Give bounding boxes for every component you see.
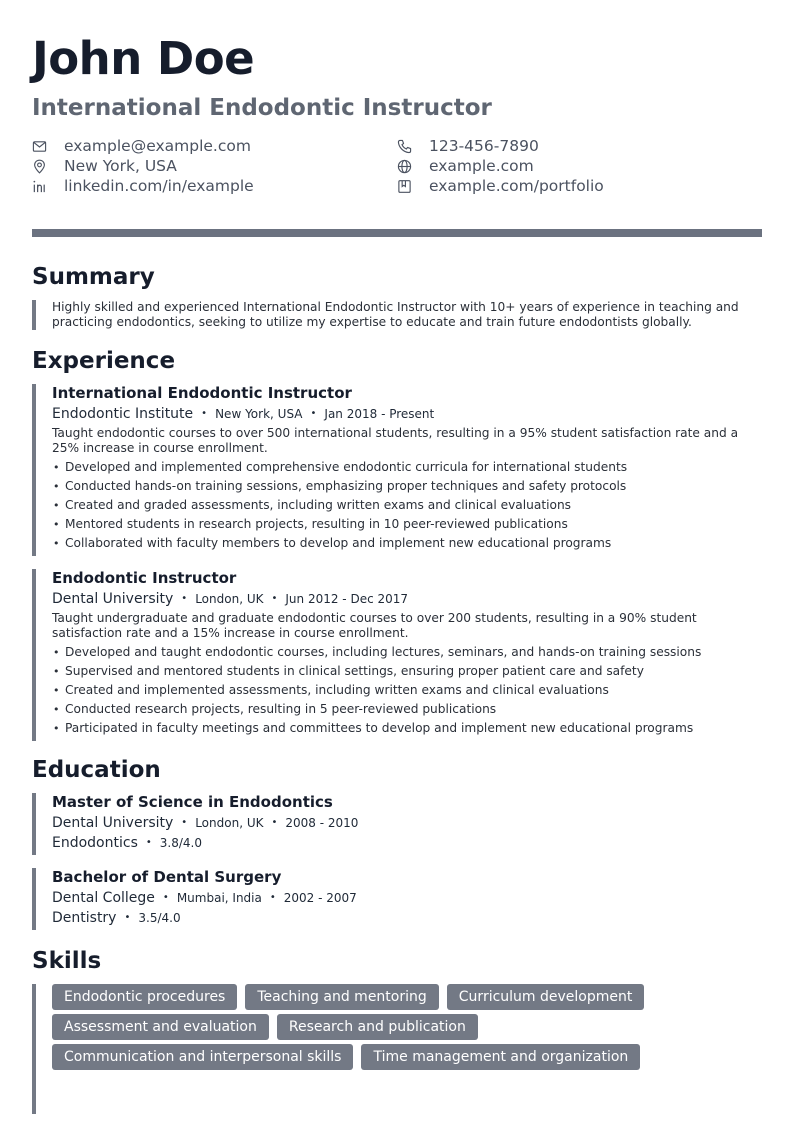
- contact-location: [32, 157, 397, 176]
- education-meta: [52, 815, 762, 831]
- field-of-study: Dentistry: [52, 909, 117, 926]
- skill-tag: Endodontic procedures: [52, 984, 237, 1010]
- separator-dot: •: [271, 593, 278, 605]
- skill-tag: Teaching and mentoring: [245, 984, 438, 1010]
- skills-heading: Skills: [32, 947, 102, 974]
- education-entry: [32, 868, 762, 930]
- separator-dot: •: [310, 408, 317, 420]
- job-description: Taught undergraduate and graduate endodontic courses to over 200 students, resulting in a 90% student satisfaction rate and a 15% increase in course enrollment.: [52, 610, 697, 640]
- gpa-value: 3.8/4.0: [159, 835, 202, 850]
- bullet-item: • Supervised and mentored students in clinical settings, ensuring proper patient care and safety: [52, 664, 762, 679]
- contact-email[interactable]: [32, 137, 397, 156]
- degree-title: Bachelor of Dental Surgery: [52, 867, 282, 886]
- website-text: example.com: [429, 157, 534, 176]
- linkedin-icon: [32, 179, 47, 194]
- email-text: example@example.com: [64, 137, 251, 156]
- education-field-meta: [52, 835, 762, 851]
- experience-entry: [32, 569, 762, 741]
- bullet-item: • Created and graded assessments, including written exams and clinical evaluations: [52, 498, 762, 513]
- summary-block: [32, 300, 762, 330]
- job-title: International Endodontic Instructor: [52, 383, 352, 402]
- linkedin-text: linkedin.com/in/example: [64, 177, 254, 196]
- summary-text: Highly skilled and experienced International Endodontic Instructor with 10+ years of experience in teaching and practicing endodontics, seeking to utilize my expertise to educate and train future endodontists globally.: [52, 299, 739, 329]
- skill-tag: Communication and interpersonal skills: [52, 1044, 353, 1070]
- separator-dot: •: [181, 817, 188, 829]
- skill-tags: [52, 984, 692, 1070]
- separator-dot: •: [269, 892, 276, 904]
- job-description: Taught endodontic courses to over 500 international students, resulting in a 95% student satisfaction rate and a 25% increase in course enrollment.: [52, 425, 739, 455]
- contact-portfolio[interactable]: [397, 177, 762, 196]
- job-bullets: [52, 645, 762, 736]
- separator-dot: •: [124, 912, 131, 924]
- summary-heading: Summary: [32, 263, 155, 290]
- skill-tag: Time management and organization: [361, 1044, 640, 1070]
- location-text: New York, USA: [64, 157, 177, 176]
- contact-website[interactable]: [397, 157, 762, 176]
- job-title: Endodontic Instructor: [52, 568, 237, 587]
- phone-text: 123-456-7890: [429, 137, 539, 156]
- portfolio-icon: [397, 179, 412, 194]
- candidate-name: John Doe: [32, 32, 255, 85]
- job-meta: [52, 406, 762, 422]
- bullet-item: • Mentored students in research projects, resulting in 10 peer-reviewed publications: [52, 517, 762, 532]
- education-heading: Education: [32, 756, 161, 783]
- bullet-item: • Conducted hands-on training sessions, emphasizing proper techniques and safety protocols: [52, 479, 762, 494]
- separator-dot: •: [181, 593, 188, 605]
- separator-dot: •: [162, 892, 169, 904]
- contact-linkedin[interactable]: [32, 177, 397, 196]
- education-dates: 2008 - 2010: [285, 815, 359, 830]
- skill-tag: Research and publication: [277, 1014, 478, 1040]
- job-meta: [52, 591, 762, 607]
- field-of-study: Endodontics: [52, 834, 138, 851]
- experience-section: [32, 347, 762, 741]
- education-field-meta: [52, 910, 762, 926]
- experience-heading: Experience: [32, 347, 176, 374]
- skills-block: [32, 984, 762, 1114]
- portfolio-text: example.com/portfolio: [429, 177, 604, 196]
- skill-tag: Curriculum development: [447, 984, 645, 1010]
- bullet-item: • Conducted research projects, resulting in 5 peer-reviewed publications: [52, 702, 762, 717]
- separator-dot: •: [271, 817, 278, 829]
- school-location: Mumbai, India: [176, 890, 262, 905]
- experience-entry: [32, 384, 762, 556]
- job-organization: Endodontic Institute: [52, 405, 194, 422]
- school-name: Dental College: [52, 889, 155, 906]
- job-organization: Dental University: [52, 590, 174, 607]
- skill-tag: Assessment and evaluation: [52, 1014, 269, 1040]
- contact-info: [32, 137, 762, 196]
- location-pin-icon: [32, 159, 47, 174]
- job-dates: Jun 2012 - Dec 2017: [285, 591, 409, 606]
- degree-title: Master of Science in Endodontics: [52, 792, 333, 811]
- job-location: London, UK: [195, 591, 264, 606]
- bullet-item: • Developed and implemented comprehensive endodontic curricula for international students: [52, 460, 762, 475]
- separator-dot: •: [201, 408, 208, 420]
- education-entry: [32, 793, 762, 855]
- separator-dot: •: [145, 837, 152, 849]
- candidate-title: International Endodontic Instructor: [32, 95, 492, 121]
- globe-icon: [397, 159, 412, 174]
- job-bullets: [52, 460, 762, 551]
- header-divider: [32, 229, 762, 237]
- school-location: London, UK: [195, 815, 264, 830]
- email-icon: [32, 139, 47, 154]
- skills-section: [32, 947, 762, 1114]
- contact-phone[interactable]: [397, 137, 762, 156]
- education-section: [32, 756, 762, 930]
- education-meta: [52, 890, 762, 906]
- job-dates: Jan 2018 - Present: [324, 406, 435, 421]
- summary-section: [32, 263, 762, 330]
- bullet-item: • Developed and taught endodontic courses, including lectures, seminars, and hands-on training sessions: [52, 645, 762, 660]
- school-name: Dental University: [52, 814, 174, 831]
- bullet-item: • Created and implemented assessments, including written exams and clinical evaluations: [52, 683, 762, 698]
- education-dates: 2002 - 2007: [283, 890, 357, 905]
- phone-icon: [397, 139, 412, 154]
- bullet-item: • Collaborated with faculty members to develop and implement new educational programs: [52, 536, 762, 551]
- bullet-item: • Participated in faculty meetings and committees to develop and implement new educational programs: [52, 721, 762, 736]
- gpa-value: 3.5/4.0: [138, 910, 181, 925]
- resume-header: [32, 32, 762, 196]
- job-location: New York, USA: [215, 406, 303, 421]
